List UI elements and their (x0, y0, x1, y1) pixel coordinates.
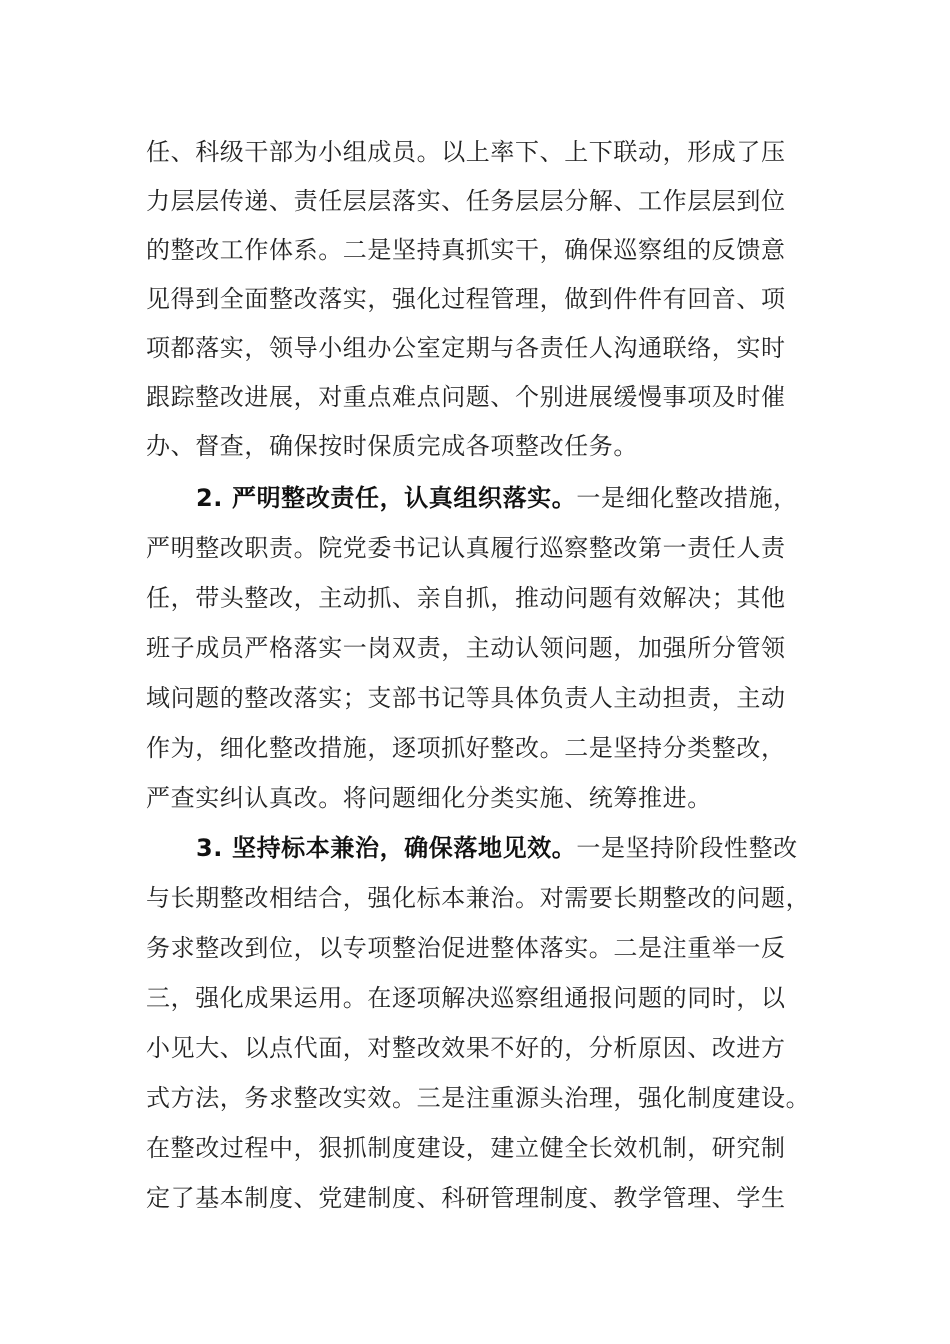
text-line-20: 定了基本制度、党建制度、科研管理制度、教学管理、学生 (146, 1184, 786, 1212)
text-line-10: 班子成员严格落实一岗双责，主动认领问题，加强所分管领 (146, 634, 786, 662)
text-line-11: 域问题的整改落实；支部书记等具体负责人主动担责，主动 (146, 684, 786, 712)
section-heading-3 (196, 828, 856, 868)
text-line-14: 与长期整改相结合，强化标本兼治。对需要长期整改的问题， (146, 884, 811, 912)
text-line-19: 在整改过程中，狠抓制度建设，建立健全长效机制，研究制 (146, 1134, 786, 1162)
text-line-7: 办、督查，确保按时保质完成各项整改任务。 (146, 432, 638, 460)
text-line-13: 严查实纠认真改。将问题细化分类实施、统筹推进。 (146, 784, 712, 812)
text-line-18: 式方法，务求整改实效。三是注重源头治理，强化制度建设。 (146, 1084, 811, 1112)
heading-2-title: 2. 严明整改责任，认真组织落实。 (196, 484, 577, 512)
text-line-15: 务求整改到位，以专项整治促进整体落实。二是注重举一反 (146, 934, 786, 962)
text-line-2: 力层层传递、责任层层落实、任务层层分解、工作层层到位 (146, 187, 786, 215)
text-line-1: 任、科级干部为小组成员。以上率下、上下联动，形成了压 (146, 138, 786, 166)
heading-3-title: 3. 坚持标本兼治，确保落地见效。 (196, 834, 577, 862)
text-line-5: 项都落实，领导小组办公室定期与各责任人沟通联络，实时 (146, 334, 786, 362)
text-line-8: 严明整改职责。院党委书记认真履行巡察整改第一责任人责 (146, 534, 786, 562)
text-line-9: 任，带头整改，主动抓、亲自抓，推动问题有效解决；其他 (146, 584, 786, 612)
text-line-3: 的整改工作体系。二是坚持真抓实干，确保巡察组的反馈意 (146, 236, 786, 264)
text-line-12: 作为，细化整改措施，逐项抓好整改。二是坚持分类整改， (146, 734, 786, 762)
text-line-17: 小见大、以点代面，对整改效果不好的，分析原因、改进方 (146, 1034, 786, 1062)
heading-3-text: 一是坚持阶段性整改 (576, 834, 798, 862)
text-line-6: 跟踪整改进展，对重点难点问题、个别进展缓慢事项及时催 (146, 383, 786, 411)
heading-2-text: 一是细化整改措施， (576, 484, 798, 512)
text-line-4: 见得到全面整改落实，强化过程管理，做到件件有回音、项 (146, 285, 786, 313)
text-line-16: 三，强化成果运用。在逐项解决巡察组通报问题的同时，以 (146, 984, 786, 1012)
section-heading-2 (196, 478, 856, 518)
